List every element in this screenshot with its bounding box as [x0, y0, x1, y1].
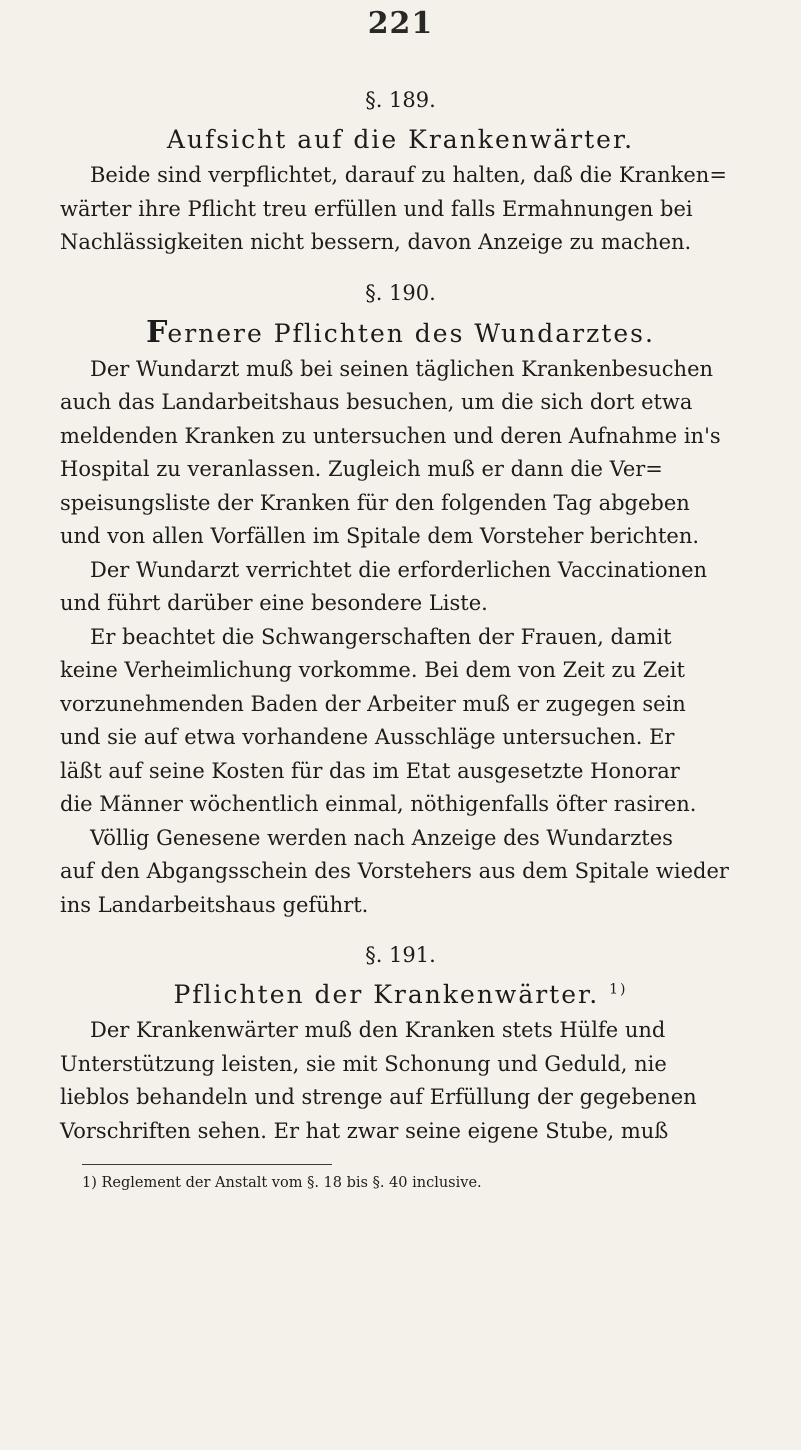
section-190	[60, 280, 741, 923]
text-line: Beide sind verpflichtet, darauf zu halten, daß die Kranken=	[90, 163, 727, 187]
text-line: Der Wundarzt muß bei seinen täglichen Krankenbesuchen	[90, 356, 714, 381]
text-line: und von allen Vorfällen im Spitale dem Vorsteher berichten.	[60, 524, 700, 548]
section-number: §. 191.	[365, 943, 436, 967]
text-line: speisungsliste der Kranken für den folgenden Tag abgeben	[60, 490, 690, 515]
section-191	[60, 942, 741, 1148]
section-number: §. 190.	[365, 280, 436, 305]
section-text	[60, 159, 741, 260]
text-line: auch das Landarbeitshaus besuchen, um die sich dort etwa	[60, 390, 693, 414]
section-heading	[60, 316, 741, 351]
footnote-text: Reglement der Anstalt vom §. 18 bis §. 40 inclusive.	[101, 1175, 482, 1191]
page-number: 221	[367, 6, 434, 41]
text-line: Vorschriften sehen. Er hat zwar seine eigene Stube, muß	[60, 1118, 669, 1143]
text-line: Der Krankenwärter muß den Kranken stets Hülfe und	[90, 1018, 666, 1042]
text-line: ins Landarbeitshaus geführt.	[60, 892, 369, 917]
text-line: meldenden Kranken zu untersuchen und deren Aufnahme in's	[60, 423, 721, 448]
text-line: und führt darüber eine besondere Liste.	[60, 591, 488, 615]
text-line: die Männer wöchentlich einmal, nöthigenfalls öfter rasiren.	[60, 792, 697, 816]
text-line: Er beachtet die Schwangerschaften der Frauen, damit	[90, 624, 672, 649]
text-line: keine Verheimlichung vorkomme. Bei dem von Zeit zu Zeit	[60, 658, 685, 682]
text-line: wärter ihre Pflicht treu erfüllen und falls Ermahnungen bei	[60, 196, 693, 221]
section-heading-initial: F	[146, 314, 168, 350]
footnote-divider	[82, 1164, 332, 1165]
text-line: läßt auf seine Kosten für das im Etat ausgesetzte Honorar	[60, 758, 680, 783]
text-line: Nachlässigkeiten nicht bessern, davon Anzeige zu machen.	[60, 230, 692, 254]
text-line: Hospital zu veranlassen. Zugleich muß er dann die Ver=	[60, 457, 663, 481]
text-line: lieblos behandeln und strenge auf Erfüllung der gegebenen	[60, 1085, 697, 1109]
text-line: Völlig Genesene werden nach Anzeige des Wundarztes	[90, 825, 673, 850]
footnote-reference: 1)	[609, 981, 628, 998]
section-189	[60, 87, 741, 260]
text-line: auf den Abgangsschein des Vorstehers aus dem Spitale wieder	[60, 859, 729, 883]
section-heading	[60, 978, 741, 1012]
section-heading: Aufsicht auf die Krankenwärter.	[166, 125, 635, 154]
section-number: §. 189.	[365, 88, 436, 112]
text-line: Unterstützung leisten, sie mit Schonung und Geduld, nie	[60, 1051, 667, 1076]
text-line: vorzunehmenden Baden der Arbeiter muß er zugegen sein	[60, 691, 686, 716]
section-text	[60, 1014, 741, 1148]
text-line: und sie auf etwa vorhandene Ausschläge untersuchen. Er	[60, 725, 675, 749]
section-text	[60, 353, 741, 923]
section-heading-text: Pflichten der Krankenwärter.	[173, 980, 600, 1009]
footnote	[60, 1173, 741, 1193]
section-heading-rest: ernere Pflichten des Wundarztes.	[167, 318, 655, 348]
footnote-mark: 1)	[82, 1175, 97, 1191]
text-line: Der Wundarzt verrichtet die erforderlichen Vaccinationen	[90, 557, 708, 582]
